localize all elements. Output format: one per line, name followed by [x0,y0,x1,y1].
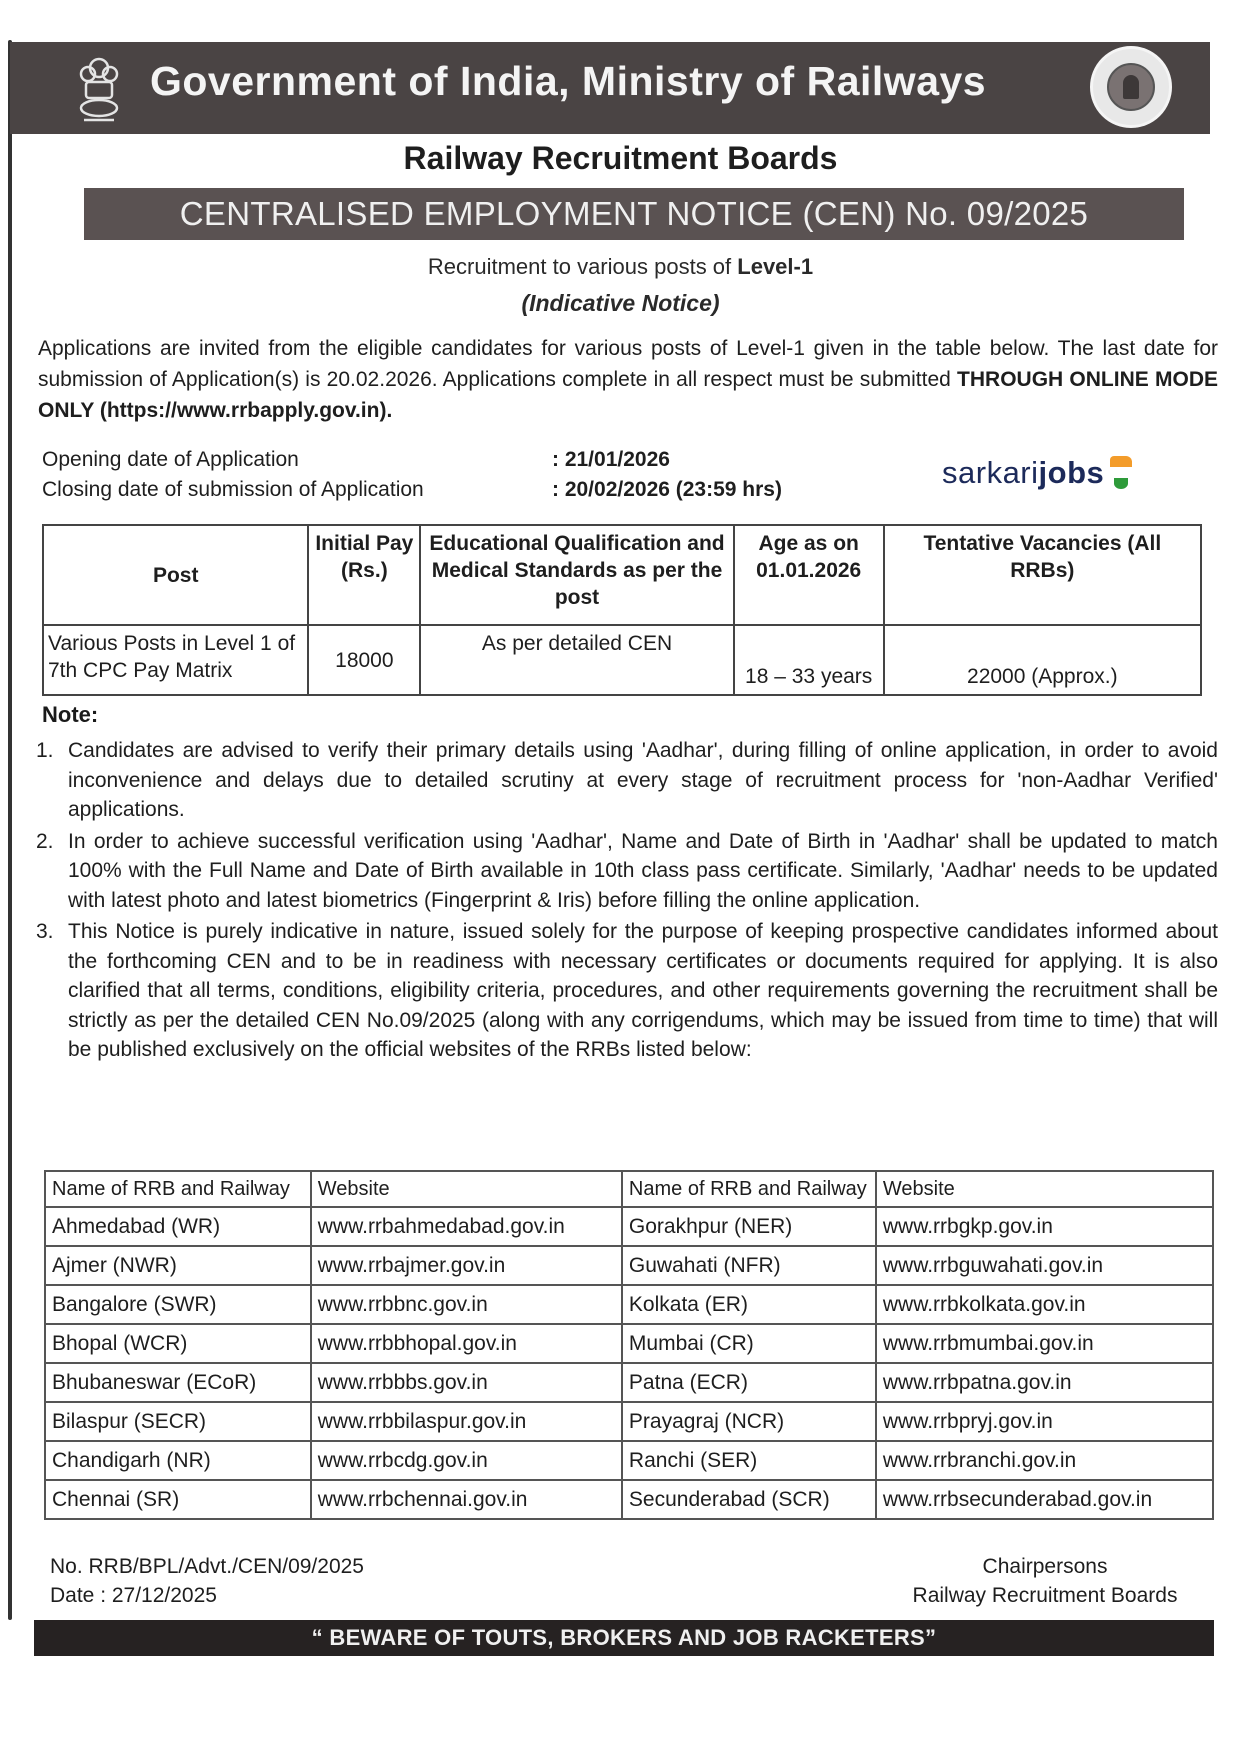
rrb-name: Bhubaneswar (ECoR) [45,1363,311,1402]
note-item: 2. In order to achieve successful verification using 'Aadhar', Name and Date of Birth in 'Aadhar' shall be updated to match 100% with the Full Name and Date of Birth available in 10th class pass certificate. Similarly, 'Aadhar' needs to be updated with latest photo and latest biometrics (Fingerprint & Iris) before filling the online application. [36,829,1218,912]
rrb-name: Gorakhpur (NER) [622,1207,876,1246]
table-row [45,1324,1213,1363]
rrb-name: Guwahati (NFR) [622,1246,876,1285]
table-row [45,1402,1213,1441]
col-age: Age as on 01.01.2026 [734,525,884,625]
cen-title: CENTRALISED EMPLOYMENT NOTICE (CEN) No. 09/2025 [84,188,1184,240]
col-rrb-name: Name of RRB and Railway [45,1171,311,1207]
notes-heading: Note: [42,702,99,727]
indian-railways-logo-icon [1090,46,1172,128]
post-table-header [43,525,1201,625]
rrb-website[interactable]: www.rrbpatna.gov.in [876,1363,1213,1402]
reference-block [50,1552,364,1610]
initial-pay: 18000 [308,625,420,695]
rrb-name: Chandigarh (NR) [45,1441,311,1480]
table-row [45,1441,1213,1480]
rrb-name: Kolkata (ER) [622,1285,876,1324]
closing-date: : 20/02/2026 (23:59 hrs) [552,478,782,501]
col-post: Post [43,525,308,625]
note-item: 1. Candidates are advised to verify their primary details using 'Aadhar', during filling of online application, in order to avoid inconvenience and delays due to detailed scrutiny at every stage of recruitment process for 'non-Aadhar Verified' applications. [36,739,1218,821]
post-details-table [42,524,1202,696]
table-row [45,1246,1213,1285]
rrb-website[interactable]: www.rrbbilaspur.gov.in [311,1402,622,1441]
rrb-name: Prayagraj (NCR) [622,1402,876,1441]
notice-type: (Indicative Notice) [521,290,720,316]
rrb-name: Secunderabad (SCR) [622,1480,876,1519]
rrb-websites-table [44,1170,1214,1520]
table-row [43,625,1201,695]
rrb-website[interactable]: www.rrbchennai.gov.in [311,1480,622,1519]
notice-date: Date : 27/12/2025 [50,1584,217,1607]
rrb-website[interactable]: www.rrbahmedabad.gov.in [311,1207,622,1246]
closing-date-row: Closing date of submission of Application : 20/02/2026 (23:59 hrs) [42,475,782,505]
table-row [45,1207,1213,1246]
intro-paragraph: Applications are invited from the eligible candidates for various posts of Level-1 given in the table below. The last date for submission of Application(s) is 20.02.2026. Applications complete in all respect must be submitted THROUGH ONLINE MODE ONLY (https://www.rrbapply.gov.in). [38,337,1218,422]
ministry-title: Government of India, Ministry of Railways [150,58,987,104]
signatory-block [880,1552,1210,1610]
rrb-name: Bhopal (WCR) [45,1324,311,1363]
rrb-website[interactable]: www.rrbbbs.gov.in [311,1363,622,1402]
rrb-name: Ahmedabad (WR) [45,1207,311,1246]
rrb-name: Patna (ECR) [622,1363,876,1402]
warning-banner: “ BEWARE OF TOUTS, BROKERS AND JOB RACKETERS” [34,1620,1214,1656]
rrb-website[interactable]: www.rrbkolkata.gov.in [876,1285,1213,1324]
table-row [45,1363,1213,1402]
opening-date-row: Opening date of Application : 21/01/2026 [42,445,782,475]
sarkarijobs-watermark: sarkari jobs [942,455,1132,491]
rrb-name: Ajmer (NWR) [45,1246,311,1285]
rrb-name: Chennai (SR) [45,1480,311,1519]
age-limit: 18 – 33 years [734,625,884,695]
rrb-name: Bangalore (SWR) [45,1285,311,1324]
vacancies: 22000 (Approx.) [884,625,1201,695]
rrb-table-header [45,1171,1213,1207]
signatory-title: Chairpersons [982,1555,1108,1578]
rrb-name: Mumbai (CR) [622,1324,876,1363]
rrb-website[interactable]: www.rrbmumbai.gov.in [876,1324,1213,1363]
note-item: 3. This Notice is purely indicative in nature, issued solely for the purpose of keeping prospective candidates informed about the forthcoming CEN and to be in readiness with necessary certificates or documents required for applying. It is also clarified that all terms, conditions, eligibility criteria, procedures, and other requirements governing the recruitment shall be strictly as per the detailed CEN No.09/2025 (along with any corrigendums, which may be issued from time to time) that will be published exclusively on the official websites of the RRBs listed below: [36,920,1218,1061]
rrb-website[interactable]: www.rrbgkp.gov.in [876,1207,1213,1246]
level-label: Level-1 [737,254,814,279]
signatory-org: Railway Recruitment Boards [912,1584,1178,1607]
notes-list [36,736,1218,1065]
rrb-website[interactable]: www.rrbbnc.gov.in [311,1285,622,1324]
col-website: Website [876,1171,1213,1207]
rrb-name: Ranchi (SER) [622,1441,876,1480]
online-mode-link[interactable]: THROUGH ONLINE MODE ONLY (https://www.rrbapply.gov.in). [38,368,1218,422]
post-name: Various Posts in Level 1 of 7th CPC Pay Matrix [43,625,308,695]
national-emblem-icon [74,52,124,128]
table-row [45,1285,1213,1324]
col-website: Website [311,1171,622,1207]
rrb-website[interactable]: www.rrbguwahati.gov.in [876,1246,1213,1285]
india-map-flag-icon [1110,456,1132,490]
rrb-website[interactable]: www.rrbranchi.gov.in [876,1441,1213,1480]
col-initial-pay: Initial Pay (Rs.) [308,525,420,625]
rrb-website[interactable]: www.rrbsecunderabad.gov.in [876,1480,1213,1519]
rrb-website[interactable]: www.rrbbhopal.gov.in [311,1324,622,1363]
opening-date: : 21/01/2026 [552,448,670,471]
application-dates [42,445,782,505]
rrb-name: Bilaspur (SECR) [45,1402,311,1441]
rrb-website[interactable]: www.rrbajmer.gov.in [311,1246,622,1285]
table-row [45,1480,1213,1519]
rrb-website[interactable]: www.rrbpryj.gov.in [876,1402,1213,1441]
rrb-website[interactable]: www.rrbcdg.gov.in [311,1441,622,1480]
col-qualification: Educational Qualification and Medical Standards as per the post [420,525,733,625]
col-rrb-name: Name of RRB and Railway [622,1171,876,1207]
board-title: Railway Recruitment Boards [403,140,838,176]
reference-number: No. RRB/BPL/Advt./CEN/09/2025 [50,1555,364,1578]
qualification: As per detailed CEN [420,625,733,695]
recruitment-line: Recruitment to various posts of Level-1 [427,254,814,279]
col-vacancies: Tentative Vacancies (All RRBs) [884,525,1201,625]
